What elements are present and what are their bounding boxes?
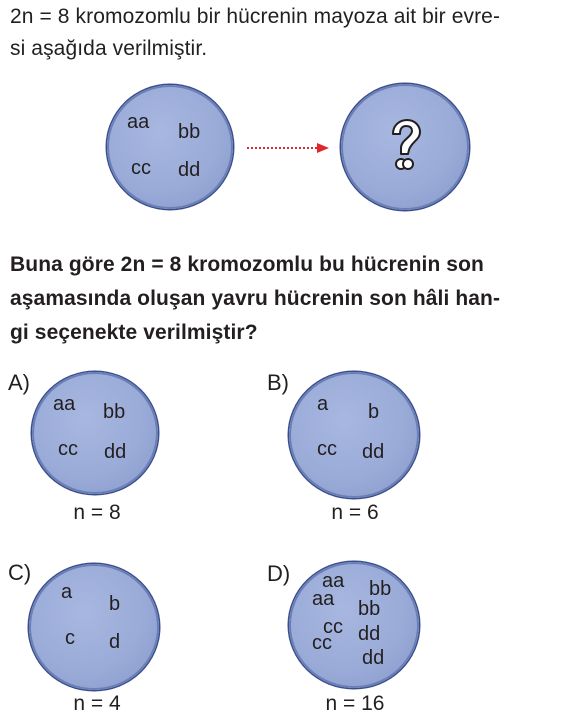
question-bold-line-3: gi seçenekte verilmiştir? [10,321,258,344]
option-b-n-label: n = 6 [331,501,379,524]
option-b-cell[interactable] [289,372,419,498]
chromosome-label: cc [317,438,337,460]
question-bold-line-1: Buna göre 2n = 8 kromozomlu bu hücrenin son [10,253,484,276]
chromosome-label: dd [362,647,385,669]
chromosome-label: dd [104,441,127,463]
option-a-n-label: n = 8 [73,501,121,524]
chromosome-label: bb [178,121,201,143]
chromosome-label: dd [178,159,201,181]
question-line-2: si aşağıda verilmiştir. [10,37,208,60]
chromosome-label: dd [362,441,385,463]
chromosome-label: cc [58,438,78,460]
question-line-1: 2n = 8 kromozomlu bir hücrenin mayoza ait bir evre- [10,5,501,28]
chromosome-label: bb [369,578,392,600]
option-d-n-label: n = 16 [325,692,385,715]
option-a-letter[interactable]: A) [8,370,30,395]
option-c-n-label: n = 4 [73,692,121,715]
option-c-letter[interactable]: C) [8,560,32,585]
option-b-letter[interactable]: B) [267,370,289,395]
chromosome-label: cc [312,632,332,654]
chromosome-label: c [65,627,75,649]
question-mark-icon [387,118,423,174]
option-d-cell[interactable] [289,562,419,688]
option-c-cell[interactable] [29,564,159,690]
unknown-cell [341,84,469,210]
chromosome-label: aa [127,111,150,133]
chromosome-label: bb [103,401,126,423]
option-a-cell[interactable] [32,372,158,494]
chromosome-label: cc [131,157,151,179]
chromosome-label: bb [358,598,381,620]
option-d-letter[interactable]: D) [267,561,291,586]
dotted-red-arrow-icon [245,140,335,156]
chromosome-label: aa [322,570,345,592]
chromosome-label: a [61,581,73,603]
chromosome-label: b [109,593,121,615]
chromosome-label: cc [323,616,343,638]
chromosome-label: dd [358,623,381,645]
chromosome-label: aa [312,588,335,610]
chromosome-label: b [368,401,380,423]
chromosome-label: d [109,631,121,653]
start-cell [107,85,233,209]
question-bold-line-2: aşamasında oluşan yavru hücrenin son hâli han- [10,287,501,310]
chromosome-label: a [317,393,329,415]
chromosome-label: aa [53,393,76,415]
